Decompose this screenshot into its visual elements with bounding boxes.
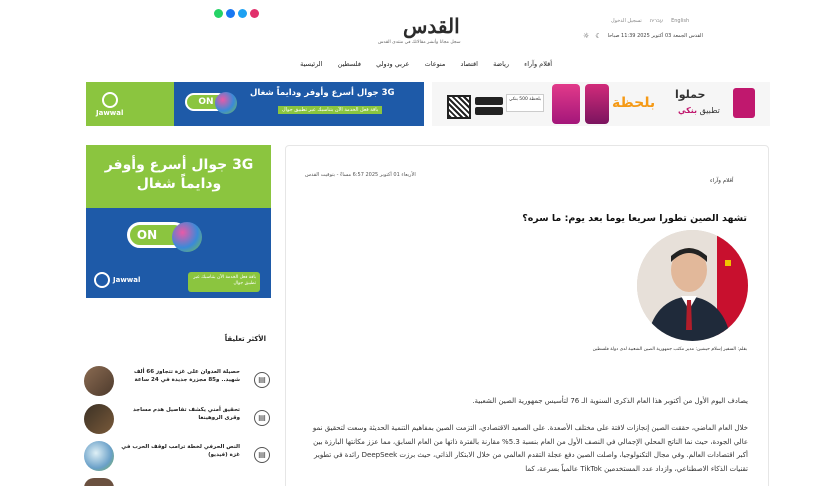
list-item-title[interactable]: تحقيق أمني يكشف تفاصيل هدم مساجد وقرى الروهينغا [132,407,240,421]
bank-subline: تطبيق بنكي [678,106,720,115]
logo-tagline[interactable]: سجل مجانا وأنشر مقالاتك في منتدى القدس [378,40,461,45]
article-title: تشهد الصين تطورا سريعا يوما بعد يوم: ما سره؟ [522,213,747,224]
nav-item-sports[interactable]: رياضة [493,60,510,68]
bank-logo [733,88,755,118]
instagram-icon[interactable] [250,9,259,18]
facebook-icon[interactable] [226,9,235,18]
news-thumbnail[interactable] [84,366,114,396]
site-logo[interactable]: القدس [403,14,460,38]
author-photo [637,230,748,341]
lang-english-link[interactable]: English [671,18,690,24]
lang-hebrew-link[interactable]: עברית [649,18,664,24]
sun-icon[interactable]: ☼ [583,32,590,40]
list-item-title[interactable]: حصيلة العدوان على غزة تتجاوز 66 ألف شهيد.. و85 مجزرة جديدة في 24 ساعة [133,369,240,383]
phone-image-2 [585,84,609,124]
sidebar-ad-strip: باقة فعل الخدمة الآن بتناسبك عبر تطبيق جوال [188,272,260,292]
article-category[interactable]: أقلام وآراء [710,178,734,184]
moon-icon[interactable]: ☾ [595,32,602,40]
sidebar-jawwal-logo: Jawwal [94,272,140,288]
list-item-title[interactable]: النص الحرفي لخطة ترامب لوقف الحرب في غزة (فيديو) [121,444,240,458]
globe-icon [215,92,237,114]
nav-item-palestine[interactable]: فلسطين [337,60,361,68]
nav-item-economy[interactable]: اقتصاد [460,60,478,68]
app-store-icon [475,107,503,115]
globe-icon [172,222,202,252]
twitter-icon[interactable] [238,9,247,18]
phone-image [552,84,580,124]
article-lead: يصادف اليوم الأول من أكتوبر هذا العام الذكرى السنوية الـ 76 لتأسيس جمهورية الصين الشعبية. [472,397,748,405]
most-commented-title: الأكثر تعليقاً [224,335,266,343]
photo-caption: بقلم: السفير إسلام حيشين: مدير مكتب جمهورية الصين الشعبية لدى دولة فلسطين [592,347,747,352]
language-links [611,18,689,24]
news-thumbnail[interactable] [84,404,114,434]
whatsapp-icon[interactable] [214,9,223,18]
promo-box: بلحظة 500 بنكي [506,94,544,112]
date-bar [583,32,703,40]
date-text: القدس الجمعة 03 أكتوبر 2025 11:39 صباحا [607,33,703,39]
social-links [214,9,259,18]
list-item[interactable] [84,366,270,396]
jawwal-logo: Jawwal [96,92,123,117]
sidebar-ad-headline: 3G جوال أسرع وأوفر ودايماً شغال [104,157,254,192]
google-play-icon [475,97,503,105]
nav-item-opinion[interactable]: أقلام وآراء [524,60,552,68]
nav-item-misc[interactable]: منوعات [424,60,446,68]
main-nav [300,60,552,68]
bank-headline: حملوا [675,88,706,101]
comment-icon: ▤ [254,372,270,388]
product-name: بلحظة [612,95,656,111]
sidebar-on-badge: ON [127,222,187,248]
article-meta: الأربعاء 01 أكتوبر 2025 6:57 مساءً - بتوقيت القدس [305,172,416,178]
list-item[interactable] [84,404,270,434]
qr-code-icon [447,95,471,119]
news-thumbnail[interactable] [84,441,114,471]
article-paragraph: خلال العام الماضي، حققت الصين إنجازات لافتة على مختلف الأصعدة. على الصعيد الاقتصادي، التزمت الصين بمفاهيم التنمية الحديثة وسعت لتحقيق نمو عالي الجودة، حيث نما الناتج المحلي الإجمالي في النصف الأول من العام بنسبة 5.3% مقارنة بالفترة ذاتها من العام السابق، مما عزز مكانتها البارزة بين أكبر اقتصادات العالم. وفي مجال التكنولوجيا، واصلت الصين دفع عجلة التقدم العالمي من خلال الابتكار الذاتي، حيث برزت DeepSeek رائدة في تطوير تقنيات الذكاء الاصطناعي، وازداد عدد المستخدمين TikTok عالمياً بسرعة، كما [312,424,748,473]
news-thumbnail[interactable] [84,478,114,486]
nav-item-world[interactable]: عربي ودولي [376,60,410,68]
banner-subline: باقة فعل الخدمة الآن بتناسبك عبر تطبيق جوال [278,106,382,114]
login-link[interactable]: تسجيل الدخول [611,18,642,24]
comment-icon: ▤ [254,447,270,463]
app-store-badges [475,97,503,115]
comment-icon: ▤ [254,410,270,426]
nav-item-home[interactable]: الرئيسية [300,60,323,68]
list-item[interactable] [84,441,270,471]
banner-headline: 3G جوال أسرع وأوفر ودايماً شغال [250,88,395,98]
on-badge: ON [185,93,227,111]
